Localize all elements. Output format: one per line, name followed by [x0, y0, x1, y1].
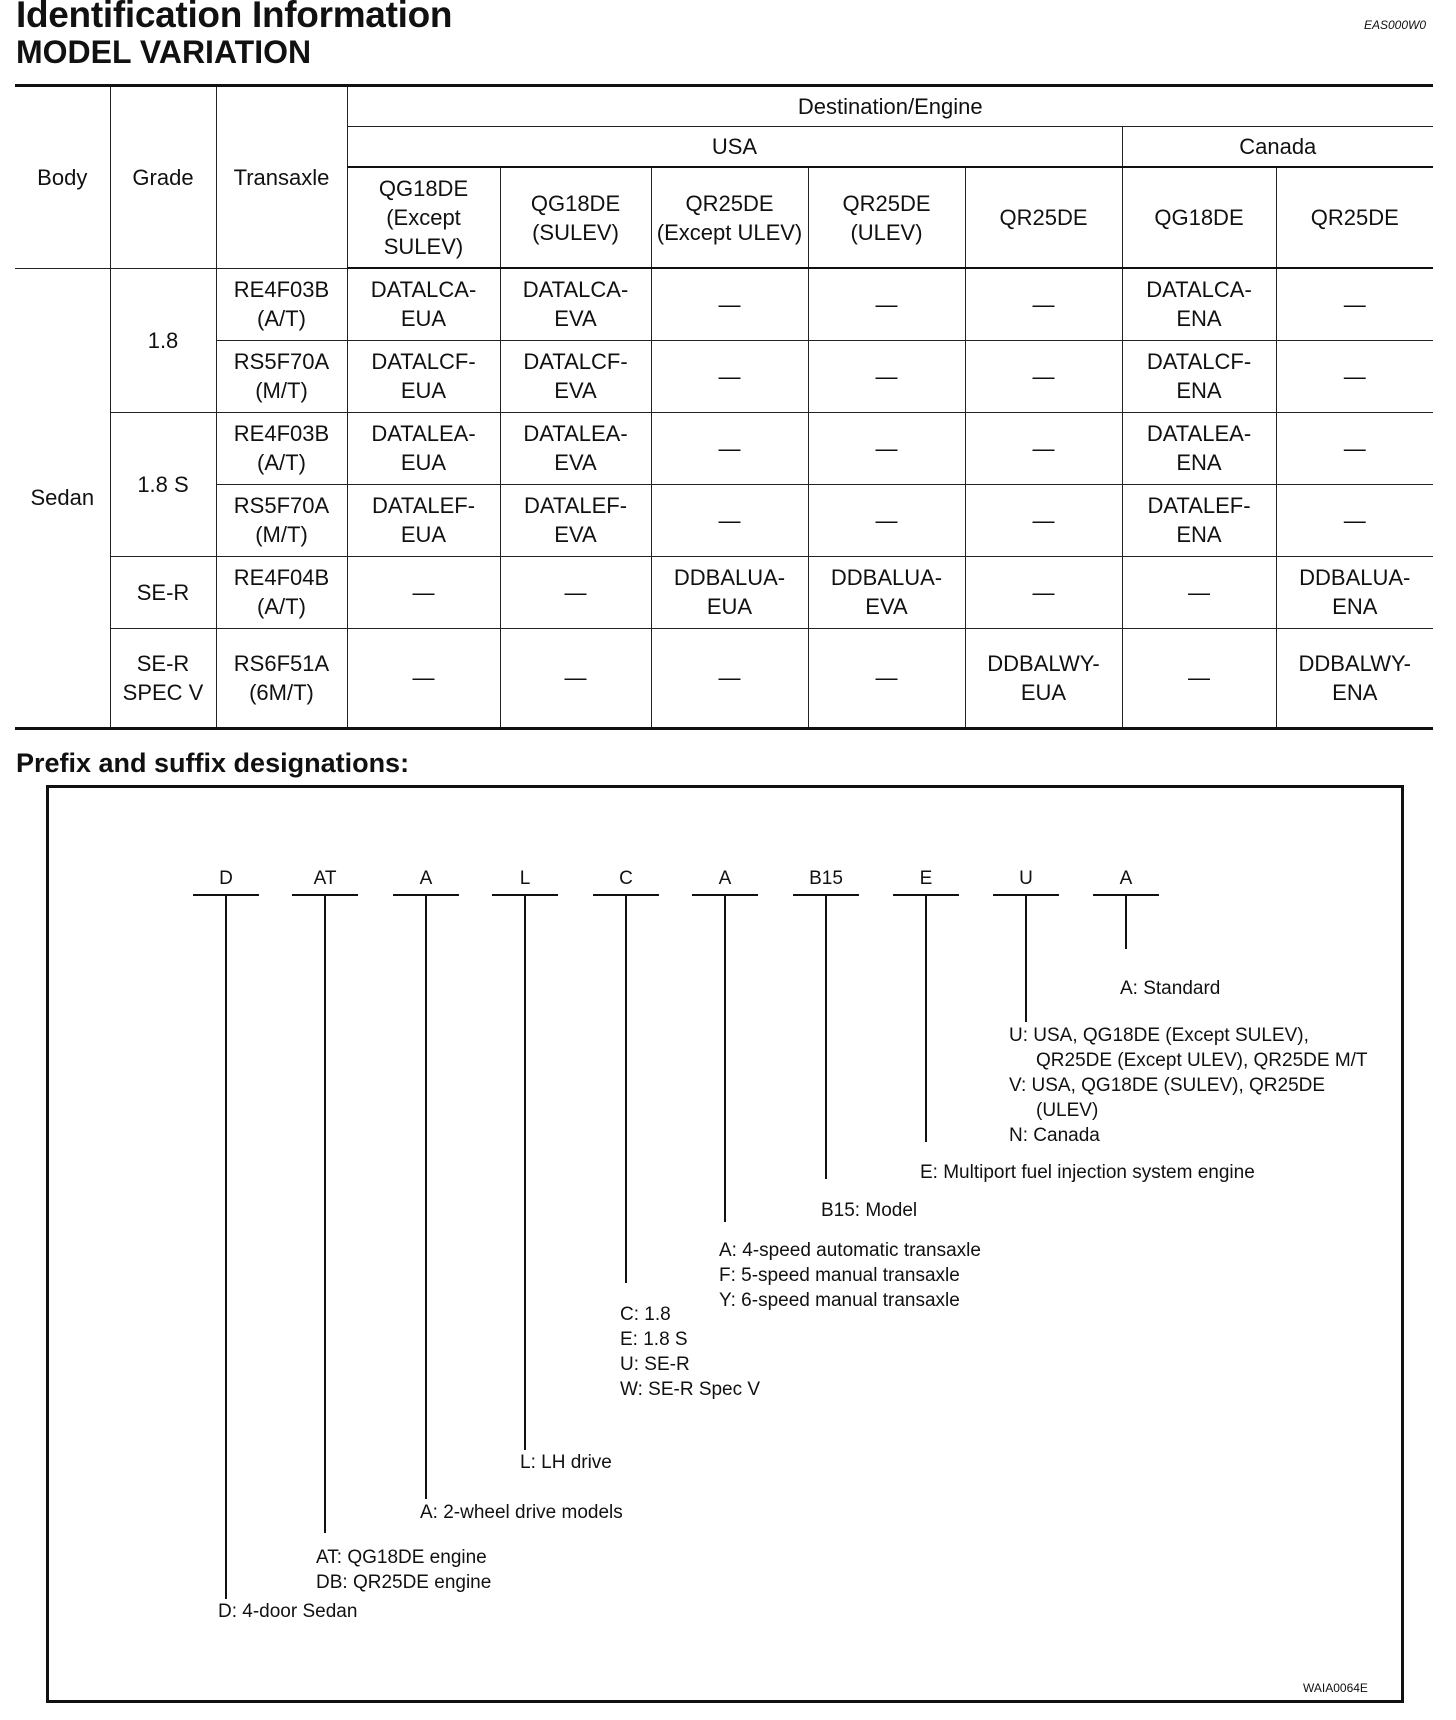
table-cell: —: [500, 628, 651, 728]
code-label: A: [718, 868, 732, 889]
code-description: U: SE-R: [620, 1354, 690, 1375]
table-row: [15, 340, 1433, 412]
code-labels: [219, 868, 1133, 889]
code-label: D: [219, 868, 233, 889]
table-cell: —: [808, 340, 965, 412]
grade-cell: 1.8: [110, 268, 216, 412]
transaxle-cell: RS5F70A (M/T): [216, 484, 347, 556]
grade-cell: SE-R: [110, 556, 216, 628]
header-destination-engine: Destination/Engine: [347, 86, 1433, 127]
table-cell: —: [808, 412, 965, 484]
table-cell: —: [965, 268, 1122, 340]
code-description: DB: QR25DE engine: [316, 1572, 492, 1593]
header-transaxle: Transaxle: [216, 86, 347, 269]
code-description: L: LH drive: [520, 1452, 612, 1473]
table-cell: DATALEA-ENA: [1122, 412, 1276, 484]
table-cell: —: [808, 484, 965, 556]
code-label: A: [419, 868, 433, 889]
code-label: AT: [313, 868, 337, 889]
table-cell: —: [808, 268, 965, 340]
leader-lines: [193, 895, 1159, 1599]
table-cell: —: [1122, 628, 1276, 728]
code-label: B15: [809, 868, 843, 889]
table-row: [15, 556, 1433, 628]
grade-cell: SE-R SPEC V: [110, 628, 216, 728]
code-description: A: Standard: [1120, 978, 1221, 999]
table-cell: DDBALUA-EVA: [808, 556, 965, 628]
code-description: N: Canada: [1009, 1125, 1100, 1146]
table-row: [15, 268, 1433, 340]
table-cell: —: [651, 484, 808, 556]
table-cell: —: [1276, 412, 1433, 484]
code-label: A: [1119, 868, 1133, 889]
code-description: A: 4-speed automatic transaxle: [719, 1240, 981, 1261]
table-cell: DATALCF-EUA: [347, 340, 500, 412]
table-cell: —: [651, 628, 808, 728]
header-engine: QR25DE: [965, 167, 1122, 268]
header-engine: QG18DE: [1122, 167, 1276, 268]
document-id: EAS000W0: [1364, 18, 1427, 32]
table-cell: DDBALWY-EUA: [965, 628, 1122, 728]
table-cell: DATALCA-EVA: [500, 268, 651, 340]
code-descriptions: [218, 978, 1368, 1622]
header-body: Body: [15, 86, 110, 269]
code-description: C: 1.8: [620, 1304, 671, 1325]
table-row: [15, 484, 1433, 556]
code-description: A: 2-wheel drive models: [420, 1502, 623, 1523]
table-cell: DATALEA-EVA: [500, 412, 651, 484]
code-description: V: USA, QG18DE (SULEV), QR25DE: [1009, 1075, 1326, 1096]
transaxle-cell: RS6F51A (6M/T): [216, 628, 347, 728]
table-cell: DDBALUA-EUA: [651, 556, 808, 628]
header-usa: USA: [347, 127, 1122, 168]
code-description: W: SE-R Spec V: [620, 1379, 761, 1400]
header-engine: QR25DE (Except ULEV): [651, 167, 808, 268]
figure-id: WAIA0064E: [1303, 1681, 1368, 1695]
code-description: E: 1.8 S: [620, 1329, 688, 1350]
model-variation-table: [15, 84, 1433, 730]
page-title: Identification Information: [16, 0, 453, 35]
table-cell: DATALCA-ENA: [1122, 268, 1276, 340]
table-cell: —: [651, 340, 808, 412]
table-cell: —: [965, 412, 1122, 484]
code-description: D: 4-door Sedan: [218, 1601, 358, 1622]
table-cell: —: [965, 340, 1122, 412]
section-title: MODEL VARIATION: [16, 34, 312, 70]
header-engine: QG18DE (Except SULEV): [347, 167, 500, 268]
table-cell: DDBALUA-ENA: [1276, 556, 1433, 628]
transaxle-cell: RE4F04B (A/T): [216, 556, 347, 628]
transaxle-cell: RE4F03B (A/T): [216, 268, 347, 340]
table-cell: DATALCF-EVA: [500, 340, 651, 412]
table-cell: —: [347, 628, 500, 728]
table-cell: —: [500, 556, 651, 628]
code-label: L: [519, 868, 531, 889]
table-cell: DATALEF-EVA: [500, 484, 651, 556]
code-label: C: [619, 868, 633, 889]
code-description: Y: 6-speed manual transaxle: [719, 1290, 960, 1311]
table-row: [15, 412, 1433, 484]
table-cell: —: [1276, 484, 1433, 556]
body-cell: Sedan: [15, 268, 110, 728]
table-cell: DATALEF-ENA: [1122, 484, 1276, 556]
code-description: (ULEV): [1036, 1100, 1099, 1121]
table-cell: —: [651, 412, 808, 484]
table-cell: —: [965, 484, 1122, 556]
header-engine: QR25DE: [1276, 167, 1433, 268]
table-row: [15, 628, 1433, 728]
header-grade: Grade: [110, 86, 216, 269]
transaxle-cell: RE4F03B (A/T): [216, 412, 347, 484]
header-engine: QR25DE (ULEV): [808, 167, 965, 268]
header-canada: Canada: [1122, 127, 1433, 168]
table-cell: —: [965, 556, 1122, 628]
grade-cell: 1.8 S: [110, 412, 216, 556]
table-cell: —: [347, 556, 500, 628]
designation-diagram: [46, 785, 1404, 1703]
header-engine: QG18DE (SULEV): [500, 167, 651, 268]
code-label: U: [1019, 868, 1033, 889]
transaxle-cell: RS5F70A (M/T): [216, 340, 347, 412]
code-description: AT: QG18DE engine: [316, 1547, 487, 1568]
table-cell: —: [651, 268, 808, 340]
code-label: E: [919, 868, 933, 889]
table-cell: DDBALWY-ENA: [1276, 628, 1433, 728]
table-cell: DATALCF-ENA: [1122, 340, 1276, 412]
table-cell: —: [1276, 268, 1433, 340]
table-cell: —: [1276, 340, 1433, 412]
table-cell: DATALCA-EUA: [347, 268, 500, 340]
table-cell: DATALEF-EUA: [347, 484, 500, 556]
prefix-suffix-heading: Prefix and suffix designations:: [16, 748, 410, 778]
code-description: E: Multiport fuel injection system engine: [920, 1162, 1255, 1183]
code-description: U: USA, QG18DE (Except SULEV),: [1009, 1025, 1309, 1046]
table-cell: —: [808, 628, 965, 728]
table-cell: —: [1122, 556, 1276, 628]
code-description: B15: Model: [821, 1200, 918, 1221]
code-description: QR25DE (Except ULEV), QR25DE M/T: [1036, 1050, 1368, 1071]
code-description: F: 5-speed manual transaxle: [719, 1265, 960, 1286]
table-cell: DATALEA-EUA: [347, 412, 500, 484]
